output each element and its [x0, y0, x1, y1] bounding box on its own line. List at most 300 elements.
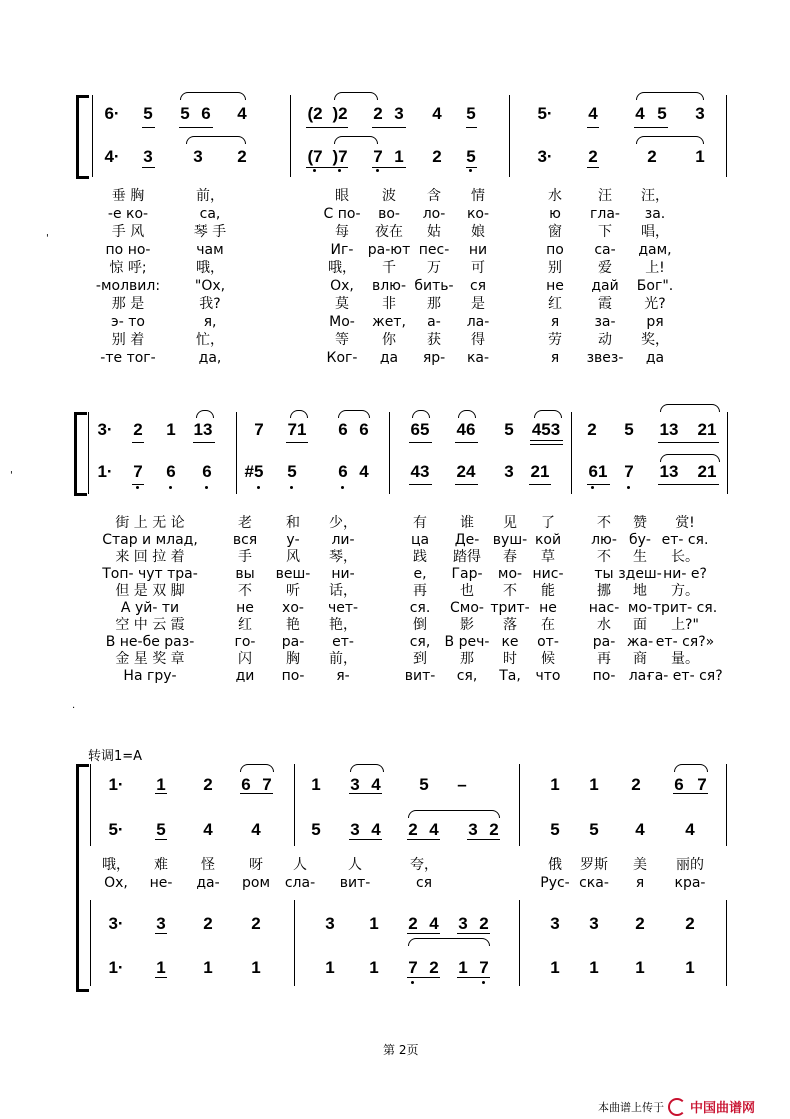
lyric-syllable: 你 [382, 332, 396, 348]
lyric-syllable: 草 [541, 549, 555, 565]
staff1-note: 4 [371, 775, 381, 794]
octave-dot [205, 486, 208, 489]
lyric-syllable: В реч- [444, 634, 490, 650]
lyric-syllable: 怪 [201, 857, 215, 873]
lyric-syllable: са, [199, 206, 221, 222]
lyric-syllable: за. [644, 206, 666, 222]
duration-line [466, 167, 477, 168]
footer [598, 1097, 755, 1116]
key-change-label: 转调1=A [88, 749, 143, 764]
staff3-note: 3· [108, 914, 124, 933]
lyric-syllable: трит- ся. [652, 600, 718, 616]
barline [727, 412, 728, 494]
duration-line [142, 167, 155, 168]
lyric-syllable: 时 [503, 651, 517, 667]
lyric-syllable: 春 [503, 549, 517, 565]
lyric-syllable: за- [594, 314, 616, 330]
lyric-syllable: жет, [372, 314, 406, 330]
lyric-syllable: я, [203, 314, 217, 330]
lyric-syllable: ря [646, 314, 664, 330]
lyric-syllable: 难 [154, 857, 168, 873]
lyric-syllable: 垂 胸 [111, 188, 145, 204]
lyric-syllable: 汪 [598, 188, 612, 204]
lyric-syllable: 非 [382, 296, 396, 312]
slur [458, 410, 476, 418]
lyric-syllable: Смо- [450, 600, 484, 616]
staff3-note: 1 [369, 914, 379, 933]
staff3-note: 3 [325, 914, 335, 933]
lyric-syllable: 赏! [675, 515, 695, 531]
staff1-note: 5 [419, 775, 429, 794]
lyric-syllable: 践 [413, 549, 427, 565]
lyric-syllable: 金 星 奖 章 [115, 651, 185, 667]
lyric-syllable: 艳， [329, 617, 357, 633]
lyric-syllable: А уй- ти [120, 600, 180, 616]
lower-note: 7 [373, 147, 383, 166]
staff2-note: 4 [635, 820, 645, 839]
lyric-syllable: 夸， [410, 857, 438, 873]
lyric-syllable: 别 [548, 260, 562, 276]
octave-dot [627, 486, 630, 489]
lyric-syllable: Та, [499, 668, 521, 684]
lyric-syllable: 情 [471, 188, 485, 204]
staff2-note: 5· [108, 820, 124, 839]
lyric-syllable: веш- [275, 566, 311, 582]
lyric-syllable: мо- [627, 600, 653, 616]
lyric-syllable: ся. [409, 600, 431, 616]
lyric-syllable: хо- [282, 600, 304, 616]
staff2-note: 4 [429, 820, 439, 839]
octave-dot [169, 486, 172, 489]
lyric-syllable: 踏得 [453, 549, 481, 565]
lyric-syllable: кой [534, 532, 562, 548]
staff3-note: 2 [251, 914, 261, 933]
lyric-syllable: 含 [427, 188, 441, 204]
lyric-syllable: 地 [633, 583, 647, 599]
upper-note: 5 [504, 420, 514, 439]
duration-line [466, 127, 477, 128]
staff4-note: 1 [589, 958, 599, 977]
lyric-syllable: вуш- [492, 532, 528, 548]
staff3-note: 2 [479, 914, 489, 933]
lyric-syllable: не [546, 278, 564, 294]
lower-note: 43 [410, 462, 430, 481]
staff4-note: 1 [458, 958, 468, 977]
lyric-syllable: от- [537, 634, 559, 650]
lyric-syllable: ла- [466, 314, 490, 330]
lower-note: 21 [530, 462, 550, 481]
slur [290, 410, 308, 418]
upper-note: 4 [588, 104, 598, 123]
lyric-syllable: 获 [427, 332, 441, 348]
slur [636, 136, 704, 144]
lyric-syllable: дам, [638, 242, 672, 258]
lyric-syllable: "Ох, [194, 278, 226, 294]
lyric-syllable: га- ет- ся? [647, 668, 723, 684]
lyric-syllable: Топ- чут тра- [102, 566, 198, 582]
lyric-syllable: да [645, 350, 665, 366]
lyric-syllable: 人 [348, 857, 362, 873]
lyric-syllable: ла- [628, 668, 652, 684]
lyric-syllable: 光? [644, 296, 666, 312]
duration-line [179, 127, 213, 128]
barline [90, 900, 91, 986]
lyric-syllable: 见 [503, 515, 517, 531]
duration-line [286, 442, 308, 443]
upper-note: 453 [531, 420, 561, 439]
upper-note: 4 [237, 104, 247, 123]
slur [660, 404, 720, 412]
lyric-syllable: 那 [427, 296, 441, 312]
lyric-syllable: Гар- [451, 566, 483, 582]
lyric-syllable: ра-ют [367, 242, 411, 258]
slur [240, 764, 274, 772]
duration-line [142, 127, 155, 128]
lyric-syllable: ет- ся?» [655, 634, 715, 650]
staff3-note: 2 [635, 914, 645, 933]
octave-dot [376, 169, 379, 172]
margin-mark: ' [10, 470, 13, 481]
lyric-syllable: Иг- [330, 242, 354, 258]
lyric-syllable: 商 [633, 651, 647, 667]
lyric-syllable: 但 是 双 脚 [115, 583, 185, 599]
lyric-syllable: вы [235, 566, 255, 582]
staff1-note: 3 [350, 775, 360, 794]
lyric-syllable: 哦， [196, 260, 224, 276]
duration-line [306, 167, 348, 168]
duration-line [658, 442, 719, 443]
lyric-syllable: 忙， [196, 332, 224, 348]
lyric-syllable: во- [378, 206, 400, 222]
lyric-syllable: 上?" [671, 617, 699, 633]
upper-note: 5· [537, 104, 553, 123]
lower-note: 3 [193, 147, 203, 166]
barline [509, 95, 510, 177]
lyric-syllable: яр- [422, 350, 446, 366]
upper-note: 3 [394, 104, 404, 123]
staff4-note: 1 [251, 958, 261, 977]
lyric-syllable: е, [413, 566, 427, 582]
upper-note: 4 [635, 104, 645, 123]
barline [726, 764, 727, 846]
lyric-syllable: -е ко- [107, 206, 149, 222]
lyric-syllable: 动 [598, 332, 612, 348]
upper-note: 1 [166, 420, 176, 439]
duration-line [530, 440, 563, 441]
lyric-syllable: нас- [588, 600, 620, 616]
lyric-syllable: 千 [382, 260, 396, 276]
staff4-note: 1· [108, 958, 124, 977]
lyric-syllable: 风 [286, 549, 300, 565]
staff1-note: 7 [262, 775, 272, 794]
lyric-syllable: 有 [413, 515, 427, 531]
lower-note: 13 [659, 462, 679, 481]
lyric-syllable: го- [234, 634, 256, 650]
lyric-syllable: 胸 [286, 651, 300, 667]
lower-note: 61 [588, 462, 608, 481]
staff1-note: 2 [203, 775, 213, 794]
lyric-syllable: а- [427, 314, 441, 330]
upper-note: (2 [307, 104, 323, 123]
lyric-syllable: гла- [590, 206, 620, 222]
staff2-note: 5 [311, 820, 321, 839]
lyric-syllable: 老 [238, 515, 252, 531]
lyric-syllable: 劳 [548, 332, 562, 348]
staff2-note: 5 [156, 820, 166, 839]
lyric-syllable: 哦， [328, 260, 356, 276]
lyric-syllable: 夜在 [375, 224, 403, 240]
lower-note: 4· [104, 147, 120, 166]
octave-dot [290, 486, 293, 489]
lyric-syllable: 霞 [598, 296, 612, 312]
octave-dot [482, 981, 485, 984]
lyric-syllable: 了 [541, 515, 555, 531]
slur [334, 136, 378, 144]
lyric-syllable: вся [232, 532, 258, 548]
lyric-syllable: 唱， [641, 224, 669, 240]
lyric-syllable: 面 [633, 617, 647, 633]
lyric-syllable: нис- [532, 566, 564, 582]
staff2-note: 5 [589, 820, 599, 839]
upper-note: 2 [133, 420, 143, 439]
lyric-syllable: 琴 手 [193, 224, 227, 240]
upper-note: 5 [180, 104, 190, 123]
lyric-syllable: бить- [414, 278, 454, 294]
lyric-syllable: 再 [597, 651, 611, 667]
upper-note: 5 [624, 420, 634, 439]
duration-line [409, 484, 432, 485]
duration-line [306, 127, 348, 128]
lyric-syllable: дай [591, 278, 619, 294]
staff2-note: 4 [251, 820, 261, 839]
staff4-note: 2 [429, 958, 439, 977]
upper-note: 4 [432, 104, 442, 123]
lyric-syllable: э- то [111, 314, 145, 330]
lyric-syllable: пес- [418, 242, 450, 258]
lyric-syllable: не [539, 600, 557, 616]
system3-brace [76, 764, 89, 992]
lyric-syllable: 生 [633, 549, 647, 565]
lyric-syllable: я [550, 350, 560, 366]
lyric-syllable: ра- [281, 634, 305, 650]
lyric-syllable: 到 [413, 651, 427, 667]
lower-note: 24 [456, 462, 476, 481]
staff1-note: 1 [156, 775, 166, 794]
lyric-syllable: ска- [579, 875, 609, 891]
staff4-note: 1 [156, 958, 166, 977]
lower-note: 1 [394, 147, 404, 166]
staff1-note: – [457, 775, 467, 794]
lyric-syllable: 不 [503, 583, 517, 599]
lyric-syllable: 量。 [671, 651, 699, 667]
lyric-syllable: 别 着 [111, 332, 145, 348]
barline [726, 95, 727, 177]
upper-note: 6 [201, 104, 211, 123]
lyric-syllable: 哦， [102, 857, 130, 873]
lyric-syllable: что [535, 668, 561, 684]
barline [389, 412, 390, 494]
lyric-syllable: здеш- [618, 566, 662, 582]
staff3-note: 3 [550, 914, 560, 933]
lyric-syllable: 前， [196, 188, 224, 204]
lyric-syllable: 上! [645, 260, 665, 276]
lyric-syllable: ка- [466, 350, 490, 366]
system2-brace [74, 412, 87, 496]
lyric-syllable: 手 风 [111, 224, 145, 240]
lyric-syllable: чет- [327, 600, 359, 616]
barline [519, 764, 520, 846]
lyric-syllable: у- [286, 532, 300, 548]
lyric-syllable: по- [592, 668, 616, 684]
lyric-syllable: не [236, 600, 254, 616]
lyric-syllable: С по- [323, 206, 361, 222]
lyric-syllable: ли- [331, 532, 355, 548]
lyric-syllable: ет- ся. [661, 532, 709, 548]
staff1-note: 1 [550, 775, 560, 794]
duration-line [587, 167, 599, 168]
lower-note: 5 [287, 462, 297, 481]
slur [408, 810, 500, 818]
octave-dot [313, 169, 316, 172]
lyric-syllable: 每 [335, 224, 349, 240]
upper-note: 3 [695, 104, 705, 123]
lyric-syllable: 可 [471, 260, 485, 276]
margin-mark: . [72, 700, 76, 711]
lower-note: 2 [647, 147, 657, 166]
upload-note: 本曲谱上传于 [598, 1100, 664, 1114]
lyric-syllable: 闪 [238, 651, 252, 667]
lyric-syllable: вит- [404, 668, 436, 684]
upper-note: 13 [659, 420, 679, 439]
lower-note: )7 [332, 147, 348, 166]
lyric-syllable: 赞 [633, 515, 647, 531]
lyric-syllable: В не-бе раз- [105, 634, 195, 650]
slur [180, 92, 246, 100]
lyric-syllable: чам [196, 242, 224, 258]
octave-dot [469, 169, 472, 172]
duration-line [409, 442, 432, 443]
slur [334, 92, 378, 100]
lyric-syllable: Ох, [104, 875, 128, 891]
lyric-syllable: ся, [456, 668, 478, 684]
staff3-note: 2 [408, 914, 418, 933]
lyric-syllable: 娘 [471, 224, 485, 240]
lyric-syllable: 水 [597, 617, 611, 633]
lower-note: 2 [588, 147, 598, 166]
lower-note: 1 [695, 147, 705, 166]
lyric-syllable: 艳 [286, 617, 300, 633]
lyric-syllable: да [379, 350, 399, 366]
lyric-syllable: 少， [329, 515, 357, 531]
lyric-syllable: ет- [332, 634, 354, 650]
lyric-syllable: трит- [490, 600, 530, 616]
lyric-syllable: 能 [541, 583, 555, 599]
site-logo-icon [668, 1098, 686, 1116]
slur [534, 410, 562, 418]
duration-line [587, 484, 610, 485]
site-logo-text[interactable]: 中国曲谱网 [690, 1101, 756, 1116]
staff2-note: 5 [550, 820, 560, 839]
lyric-syllable: 不 [597, 549, 611, 565]
lyric-syllable: 窗 [548, 224, 562, 240]
lower-note: 6 [166, 462, 176, 481]
barline [571, 412, 572, 494]
staff3-note: 3 [589, 914, 599, 933]
barline [92, 95, 93, 177]
lyric-syllable: бу- [629, 532, 651, 548]
staff4-note: 1 [325, 958, 335, 977]
barline [236, 412, 237, 494]
upper-note: 3· [97, 420, 113, 439]
staff2-note: 2 [408, 820, 418, 839]
lyric-syllable: 街 上 无 论 [115, 515, 185, 531]
lyric-syllable: 在 [541, 617, 555, 633]
lower-note: 7 [624, 462, 634, 481]
lyric-syllable: ло- [422, 206, 446, 222]
lyric-syllable: 和 [286, 515, 300, 531]
lyric-syllable: 话， [329, 583, 357, 599]
lyric-syllable: 也 [460, 583, 474, 599]
lyric-syllable: 倒 [413, 617, 427, 633]
lyric-syllable: 呀 [249, 857, 263, 873]
upper-note: 5 [466, 104, 476, 123]
lyric-syllable: 长。 [671, 549, 699, 565]
lyric-syllable: 得 [471, 332, 485, 348]
lyric-syllable: 波 [382, 188, 396, 204]
staff1-note: 6 [674, 775, 684, 794]
lyric-syllable: 水 [548, 188, 562, 204]
lyric-syllable: ром [241, 875, 271, 891]
duration-line [529, 484, 551, 485]
slur [660, 454, 720, 462]
lyric-syllable: 来 回 拉 着 [115, 549, 185, 565]
lyric-syllable: Мо- [329, 314, 355, 330]
lyric-syllable: 爱 [598, 260, 612, 276]
lyric-syllable: ся [415, 875, 433, 891]
lyric-syllable: 那 是 [111, 296, 145, 312]
staff1-note: 1 [589, 775, 599, 794]
lyric-syllable: 眼 [335, 188, 349, 204]
duration-line [372, 127, 406, 128]
lyric-syllable: 奖， [641, 332, 669, 348]
upper-note: 65 [410, 420, 430, 439]
upper-note: 5 [657, 104, 667, 123]
lyric-syllable: 惊 呼; [109, 260, 147, 276]
barline [294, 764, 295, 846]
octave-dot [411, 981, 414, 984]
staff4-note: 1 [550, 958, 560, 977]
lyric-syllable: Бог". [636, 278, 674, 294]
lyric-syllable: 汪， [641, 188, 669, 204]
lyric-syllable: 再 [413, 583, 427, 599]
lyric-syllable: Рус- [540, 875, 570, 891]
lyric-syllable: я [635, 875, 645, 891]
upper-note: 6 [338, 420, 348, 439]
upper-note: )2 [332, 104, 348, 123]
upper-note: 13 [193, 420, 213, 439]
lyric-syllable: лю- [591, 532, 617, 548]
lyric-syllable: ди [235, 668, 255, 684]
lyric-syllable: 手 [238, 549, 252, 565]
lower-note: 7 [133, 462, 143, 481]
lyric-syllable: 不 [238, 583, 252, 599]
staff3-note: 2 [685, 914, 695, 933]
staff2-note: 4 [685, 820, 695, 839]
duration-line [132, 442, 144, 443]
lyric-syllable: ты [594, 566, 614, 582]
lyric-syllable: я [550, 314, 560, 330]
slur [412, 410, 430, 418]
